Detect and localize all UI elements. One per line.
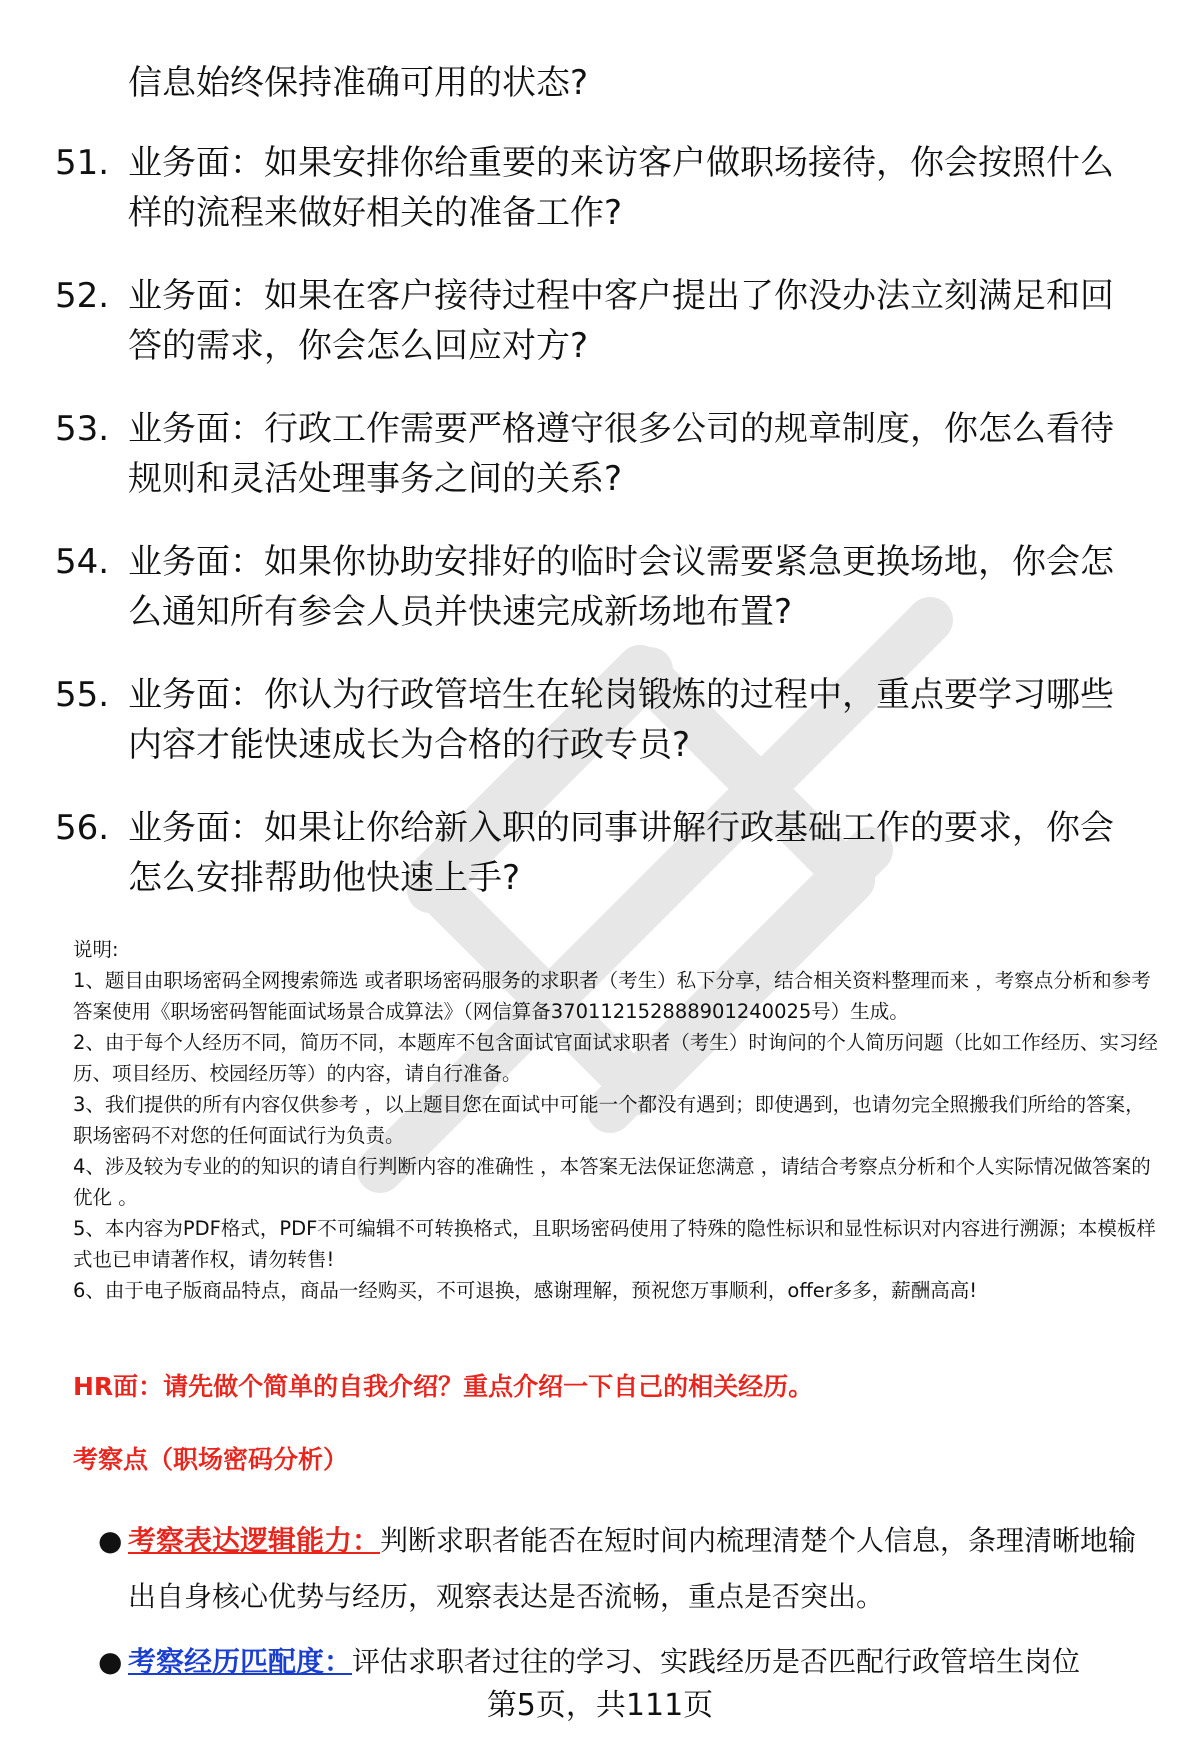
question-text: 业务面：行政工作需要严格遵守很多公司的规章制度，你怎么看待规则和灵活处理事务之间的关系? xyxy=(128,409,1114,499)
question-number: 55. xyxy=(55,675,110,715)
question-number: 51. xyxy=(55,143,110,183)
question-text: 业务面：如果在客户接待过程中客户提出了你没办法立刻满足和回答的需求，你会怎么回应对方? xyxy=(128,276,1114,366)
focus-point-item xyxy=(98,1513,1148,1625)
question-text: 业务面：你认为行政管培生在轮岗锻炼的过程中，重点要学习哪些内容才能快速成长为合格的行政专员? xyxy=(128,675,1114,765)
question-number: 56. xyxy=(55,808,110,848)
note-item: 4、涉及较为专业的的知识的请自行判断内容的准确性 ，本答案无法保证您满意 ，请结合考察点分析和个人实际情况做答案的优化 。 xyxy=(73,1155,1151,1209)
focus-points-heading: 考察点（职场密码分析） xyxy=(73,1445,349,1474)
focus-point-label: 考察表达逻辑能力： xyxy=(128,1524,381,1557)
note-item: 1、题目由职场密码全网搜索筛选 或者职场密码服务的求职者（考生）私下分享，结合相关资料整理而来 ，考察点分析和参考答案使用《职场密码智能面试场景合成算法》（网信算备370112152888901240025号）生成。 xyxy=(73,969,1151,1023)
question-continuation: 信息始终保持准确可用的状态? xyxy=(128,63,589,103)
question-list xyxy=(55,58,1145,936)
focus-point-text: 评估求职者过往的学习、实践经历是否匹配行政管培生岗位 xyxy=(352,1645,1081,1678)
focus-point-text: 判断求职者能否在短时间内梳理清楚个人信息，条理清晰地输出自身核心优势与经历，观察表达是否流畅，重点是否突出。 xyxy=(128,1524,1137,1613)
question-item xyxy=(55,138,1145,238)
bullet-icon: ● xyxy=(98,1645,123,1678)
question-item xyxy=(55,271,1145,371)
note-item: 3、我们提供的所有内容仅供参考 ，以上题目您在面试中可能一个都没有遇到；即使遇到，也请勿完全照搬我们所给的答案，职场密码不对您的任何面试行为负责。 xyxy=(73,1093,1145,1147)
note-item: 2、由于每个人经历不同，简历不同，本题库不包含面试官面试求职者（考生）时询问的个人简历问题（比如工作经历、实习经历、项目经历、校园经历等）的内容，请自行准备。 xyxy=(73,1031,1158,1085)
question-number: 52. xyxy=(55,276,110,316)
question-text: 业务面：如果让你给新入职的同事讲解行政基础工作的要求，你会怎么安排帮助他快速上手? xyxy=(128,808,1114,898)
focus-points-list xyxy=(98,1513,1148,1699)
note-item: 6、由于电子版商品特点，商品一经购买，不可退换，感谢理解，预祝您万事顺利，offer多多，薪酬高高! xyxy=(73,1279,978,1302)
question-item xyxy=(55,803,1145,903)
question-item xyxy=(55,670,1145,770)
page-footer: 第5页，共111页 xyxy=(486,1688,714,1723)
question-text: 业务面：如果你协助安排好的临时会议需要紧急更换场地，你会怎么通知所有参会人员并快速完成新场地布置? xyxy=(128,542,1114,632)
notes-section xyxy=(73,934,1163,1306)
notes-title: 说明: xyxy=(73,938,119,961)
question-number: 53. xyxy=(55,409,110,449)
question-item xyxy=(55,537,1145,637)
focus-point-label: 考察经历匹配度： xyxy=(128,1645,353,1678)
hr-question-heading: HR面：请先做个简单的自我介绍？重点介绍一下自己的相关经历。 xyxy=(73,1372,814,1401)
note-item: 5、本内容为PDF格式，PDF不可编辑不可转换格式，且职场密码使用了特殊的隐性标识和显性标识对内容进行溯源；本模板样式也已申请著作权，请勿转售! xyxy=(73,1217,1156,1271)
bullet-icon: ● xyxy=(98,1524,123,1557)
question-number: 54. xyxy=(55,542,110,582)
question-item xyxy=(55,404,1145,504)
question-text: 业务面：如果安排你给重要的来访客户做职场接待，你会按照什么样的流程来做好相关的准备工作? xyxy=(128,143,1114,233)
